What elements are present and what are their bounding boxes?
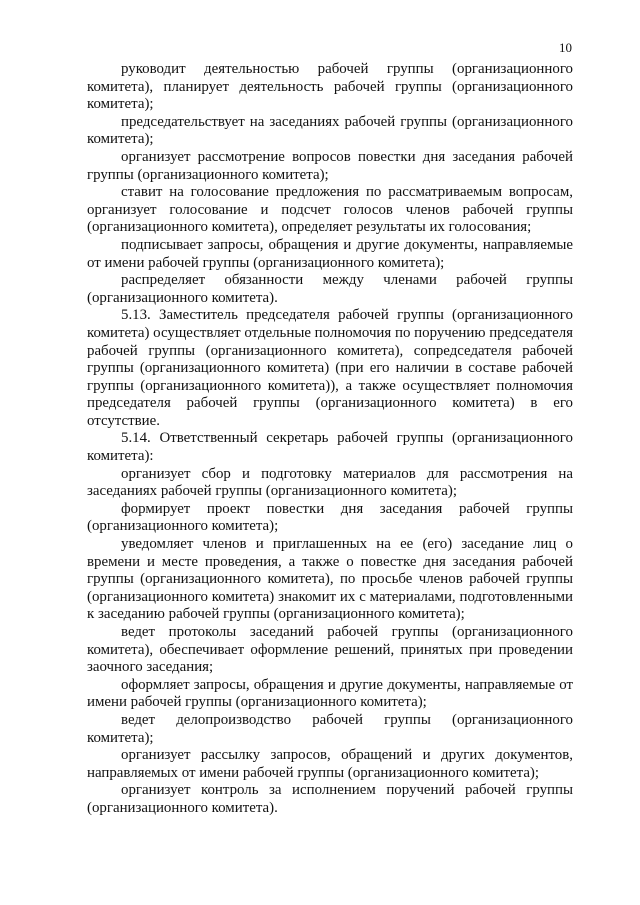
paragraph-clause-5-14: 5.14. Ответственный секретарь рабочей группы (организационного комитета): <box>87 430 573 465</box>
paragraph: распределяет обязанности между членами рабочей группы (организационного комитета). <box>87 272 573 306</box>
paragraph: уведомляет членов и приглашенных на ее (его) заседание лиц о времени и месте проведения, а также о повестке дня заседания рабочей группы (организационного комитета), по просьбе членов рабочей группы (организационного комитета) знакомит их с материалами, подготовленными к заседанию рабочей группы (организационного комитета); <box>87 536 573 623</box>
paragraph: оформляет запросы, обращения и другие документы, направляемые от имени рабочей группы (организационного комитета); <box>87 676 573 711</box>
paragraph: председательствует на заседаниях рабочей группы (организационного комитета); <box>87 113 573 148</box>
paragraph: организует рассылку запросов, обращений и других документов, направляемых от имени рабочей группы (организационного комитета); <box>87 747 573 781</box>
paragraph: ведет протоколы заседаний рабочей группы (организационного комитета), обеспечивает оформление решений, принятых при проведении заочного заседания; <box>87 624 573 676</box>
paragraph: организует сбор и подготовку материалов для рассмотрения на заседаниях рабочей группы (организационного комитета); <box>87 465 573 500</box>
document-body <box>87 61 573 818</box>
paragraph: ставит на голосование предложения по рассматриваемым вопросам, организует голосование и подсчет голосов членов рабочей группы (организационного комитета), определяет результаты их голосования; <box>87 184 573 236</box>
paragraph: ведет делопроизводство рабочей группы (организационного комитета); <box>87 711 573 746</box>
paragraph-clause-5-13: 5.13. Заместитель председателя рабочей группы (организационного комитета) осуществляет отдельные полномочия по поручению председателя рабочей группы (организационного комитета), сопредседателя рабочей группы (организационного комитета) (при его наличии в составе рабочей группы (организационного комитета)), а также осуществляет полномочия председателя рабочей группы (организационного комитета) в его отсутствие. <box>87 307 573 429</box>
page-number: 10 <box>559 40 572 55</box>
paragraph: подписывает запросы, обращения и другие документы, направляемые от имени рабочей группы (организационного комитета); <box>87 236 573 271</box>
paragraph: организует контроль за исполнением поручений рабочей группы (организационного комитета). <box>87 782 573 816</box>
paragraph: руководит деятельностью рабочей группы (организационного комитета), планирует деятельность рабочей группы (организационного комитета); <box>87 61 573 113</box>
paragraph: формирует проект повестки дня заседания рабочей группы (организационного комитета); <box>87 500 573 535</box>
paragraph: организует рассмотрение вопросов повестки дня заседания рабочей группы (организационного комитета); <box>87 148 573 183</box>
